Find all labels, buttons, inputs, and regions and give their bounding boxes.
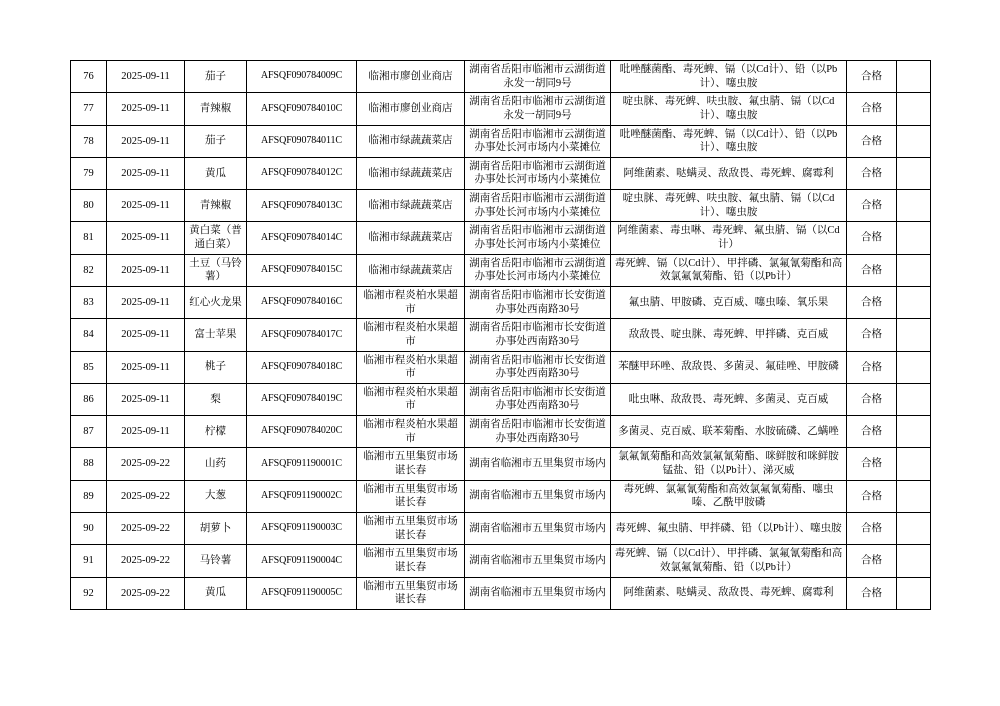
cell-remark <box>897 254 931 286</box>
cell-no: 82 <box>71 254 107 286</box>
cell-no: 81 <box>71 222 107 254</box>
table-row <box>71 577 931 609</box>
cell-test-items: 啶虫脒、毒死蜱、呋虫胺、氟虫腈、镉（以Cd计）、噻虫胺 <box>611 93 847 125</box>
cell-org-address: 湖南省岳阳市临湘市云湖街道办事处长河市场内小菜摊位 <box>465 190 611 222</box>
table-row <box>71 222 931 254</box>
cell-remark <box>897 577 931 609</box>
cell-result: 合格 <box>847 61 897 93</box>
cell-food-name: 土豆（马铃薯） <box>185 254 247 286</box>
cell-result: 合格 <box>847 416 897 448</box>
cell-no: 84 <box>71 319 107 351</box>
cell-date: 2025-09-11 <box>107 190 185 222</box>
cell-test-items: 阿维菌素、哒螨灵、敌敌畏、毒死蜱、腐霉利 <box>611 577 847 609</box>
cell-result: 合格 <box>847 125 897 157</box>
cell-test-items: 阿维菌素、哒螨灵、敌敌畏、毒死蜱、腐霉利 <box>611 157 847 189</box>
cell-org-name: 临湘市廖创业商店 <box>357 61 465 93</box>
cell-test-items: 多菌灵、克百威、联苯菊酯、水胺硫磷、乙螨唑 <box>611 416 847 448</box>
cell-no: 90 <box>71 512 107 544</box>
cell-date: 2025-09-11 <box>107 61 185 93</box>
cell-food-name: 桃子 <box>185 351 247 383</box>
cell-food-name: 胡萝卜 <box>185 512 247 544</box>
cell-remark <box>897 512 931 544</box>
cell-org-address: 湖南省临湘市五里集贸市场内 <box>465 512 611 544</box>
cell-no: 76 <box>71 61 107 93</box>
cell-org-name: 临湘市程炎柏水果超市 <box>357 416 465 448</box>
cell-no: 87 <box>71 416 107 448</box>
cell-remark <box>897 61 931 93</box>
table-row <box>71 93 931 125</box>
cell-test-items: 苯醚甲环唑、敌敌畏、多菌灵、氟硅唑、甲胺磷 <box>611 351 847 383</box>
cell-food-name: 大葱 <box>185 480 247 512</box>
cell-food-name: 马铃薯 <box>185 545 247 577</box>
cell-food-name: 茄子 <box>185 125 247 157</box>
table-row <box>71 254 931 286</box>
cell-date: 2025-09-11 <box>107 416 185 448</box>
cell-food-name: 山药 <box>185 448 247 480</box>
cell-result: 合格 <box>847 222 897 254</box>
cell-remark <box>897 157 931 189</box>
table-row <box>71 416 931 448</box>
cell-org-address: 湖南省岳阳市临湘市云湖街道办事处长河市场内小菜摊位 <box>465 157 611 189</box>
cell-food-name: 富士苹果 <box>185 319 247 351</box>
cell-org-name: 临湘市五里集贸市场谌长春 <box>357 448 465 480</box>
cell-food-name: 黄瓜 <box>185 157 247 189</box>
cell-no: 83 <box>71 286 107 318</box>
cell-org-name: 临湘市程炎柏水果超市 <box>357 383 465 415</box>
cell-sample-code: AFSQF091190005C <box>247 577 357 609</box>
cell-result: 合格 <box>847 190 897 222</box>
cell-sample-code: AFSQF090784019C <box>247 383 357 415</box>
cell-test-items: 毒死蜱、镉（以Cd计）、甲拌磷、氯氟氰菊酯和高效氯氟氰菊酯、铅（以Pb计） <box>611 545 847 577</box>
cell-test-items: 氟虫腈、甲胺磷、克百威、噻虫嗪、氧乐果 <box>611 286 847 318</box>
table-row <box>71 448 931 480</box>
cell-org-address: 湖南省岳阳市临湘市云湖街道办事处长河市场内小菜摊位 <box>465 125 611 157</box>
table-row <box>71 125 931 157</box>
table-row <box>71 545 931 577</box>
cell-no: 80 <box>71 190 107 222</box>
cell-date: 2025-09-11 <box>107 286 185 318</box>
cell-org-address: 湖南省岳阳市临湘市长安街道办事处西南路30号 <box>465 319 611 351</box>
cell-date: 2025-09-22 <box>107 512 185 544</box>
cell-org-address: 湖南省岳阳市临湘市长安街道办事处西南路30号 <box>465 351 611 383</box>
cell-result: 合格 <box>847 545 897 577</box>
inspection-table-container <box>70 60 930 610</box>
cell-org-name: 临湘市五里集贸市场谌长春 <box>357 512 465 544</box>
cell-date: 2025-09-11 <box>107 351 185 383</box>
cell-test-items: 啶虫脒、毒死蜱、呋虫胺、氟虫腈、镉（以Cd计）、噻虫胺 <box>611 190 847 222</box>
cell-org-name: 临湘市程炎柏水果超市 <box>357 319 465 351</box>
cell-remark <box>897 319 931 351</box>
cell-result: 合格 <box>847 480 897 512</box>
table-row <box>71 351 931 383</box>
cell-no: 88 <box>71 448 107 480</box>
cell-food-name: 青辣椒 <box>185 93 247 125</box>
cell-food-name: 红心火龙果 <box>185 286 247 318</box>
cell-food-name: 黄白菜（普通白菜） <box>185 222 247 254</box>
cell-sample-code: AFSQF090784017C <box>247 319 357 351</box>
cell-org-name: 临湘市程炎柏水果超市 <box>357 286 465 318</box>
table-row <box>71 383 931 415</box>
cell-org-address: 湖南省岳阳市临湘市云湖街道永发一胡同9号 <box>465 93 611 125</box>
cell-sample-code: AFSQF090784013C <box>247 190 357 222</box>
cell-org-name: 临湘市绿蔬蔬菜店 <box>357 222 465 254</box>
cell-sample-code: AFSQF090784015C <box>247 254 357 286</box>
cell-test-items: 吡虫啉、敌敌畏、毒死蜱、多菌灵、克百威 <box>611 383 847 415</box>
table-row <box>71 190 931 222</box>
cell-remark <box>897 480 931 512</box>
cell-test-items: 阿维菌素、毒虫啉、毒死蜱、氟虫腈、镉（以Cd计） <box>611 222 847 254</box>
cell-result: 合格 <box>847 512 897 544</box>
cell-org-address: 湖南省临湘市五里集贸市场内 <box>465 577 611 609</box>
inspection-results-table <box>70 60 931 610</box>
cell-no: 77 <box>71 93 107 125</box>
cell-food-name: 柠檬 <box>185 416 247 448</box>
cell-org-name: 临湘市五里集贸市场谌长春 <box>357 480 465 512</box>
cell-date: 2025-09-11 <box>107 222 185 254</box>
cell-date: 2025-09-22 <box>107 448 185 480</box>
table-row <box>71 157 931 189</box>
cell-sample-code: AFSQF090784020C <box>247 416 357 448</box>
cell-org-address: 湖南省岳阳市临湘市云湖街道办事处长河市场内小菜摊位 <box>465 254 611 286</box>
cell-food-name: 梨 <box>185 383 247 415</box>
cell-remark <box>897 545 931 577</box>
cell-remark <box>897 93 931 125</box>
cell-org-name: 临湘市五里集贸市场谌长春 <box>357 577 465 609</box>
cell-food-name: 青辣椒 <box>185 190 247 222</box>
cell-test-items: 毒死蜱、氯氟氰菊酯和高效氯氟氰菊酯、噻虫嗪、乙酰甲胺磷 <box>611 480 847 512</box>
cell-remark <box>897 416 931 448</box>
cell-sample-code: AFSQF090784014C <box>247 222 357 254</box>
cell-result: 合格 <box>847 254 897 286</box>
cell-org-address: 湖南省临湘市五里集贸市场内 <box>465 448 611 480</box>
cell-org-name: 临湘市绿蔬蔬菜店 <box>357 125 465 157</box>
cell-test-items: 敌敌畏、啶虫脒、毒死蜱、甲拌磷、克百威 <box>611 319 847 351</box>
cell-remark <box>897 286 931 318</box>
table-row <box>71 286 931 318</box>
cell-sample-code: AFSQF091190004C <box>247 545 357 577</box>
cell-result: 合格 <box>847 157 897 189</box>
cell-date: 2025-09-11 <box>107 383 185 415</box>
cell-date: 2025-09-11 <box>107 125 185 157</box>
cell-org-address: 湖南省岳阳市临湘市长安街道办事处西南路30号 <box>465 416 611 448</box>
table-row <box>71 480 931 512</box>
cell-result: 合格 <box>847 577 897 609</box>
cell-test-items: 氯氟氰菊酯和高效氯氟氰菊酯、咪鲜胺和咪鲜胺锰盐、铅（以Pb计）、涕灭威 <box>611 448 847 480</box>
cell-sample-code: AFSQF091190003C <box>247 512 357 544</box>
cell-result: 合格 <box>847 93 897 125</box>
cell-test-items: 吡唑醚菌酯、毒死蜱、镉（以Cd计）、铅（以Pb计）、噻虫胺 <box>611 125 847 157</box>
cell-no: 86 <box>71 383 107 415</box>
cell-no: 78 <box>71 125 107 157</box>
table-body <box>71 61 931 610</box>
cell-test-items: 毒死蜱、镉（以Cd计）、甲拌磷、氯氟氰菊酯和高效氯氟氰菊酯、铅（以Pb计） <box>611 254 847 286</box>
cell-org-address: 湖南省临湘市五里集贸市场内 <box>465 545 611 577</box>
cell-remark <box>897 125 931 157</box>
cell-no: 79 <box>71 157 107 189</box>
cell-test-items: 毒死蜱、氟虫腈、甲拌磷、铅（以Pb计）、噻虫胺 <box>611 512 847 544</box>
cell-result: 合格 <box>847 319 897 351</box>
cell-sample-code: AFSQF091190002C <box>247 480 357 512</box>
cell-date: 2025-09-11 <box>107 93 185 125</box>
cell-sample-code: AFSQF091190001C <box>247 448 357 480</box>
cell-date: 2025-09-11 <box>107 157 185 189</box>
cell-sample-code: AFSQF090784010C <box>247 93 357 125</box>
cell-no: 92 <box>71 577 107 609</box>
cell-result: 合格 <box>847 351 897 383</box>
cell-result: 合格 <box>847 383 897 415</box>
cell-remark <box>897 448 931 480</box>
cell-food-name: 茄子 <box>185 61 247 93</box>
cell-org-address: 湖南省岳阳市临湘市长安街道办事处西南路30号 <box>465 383 611 415</box>
cell-org-name: 临湘市绿蔬蔬菜店 <box>357 157 465 189</box>
cell-org-address: 湖南省临湘市五里集贸市场内 <box>465 480 611 512</box>
cell-no: 91 <box>71 545 107 577</box>
cell-org-address: 湖南省岳阳市临湘市长安街道办事处西南路30号 <box>465 286 611 318</box>
cell-test-items: 吡唑醚菌酯、毒死蜱、镉（以Cd计）、铅（以Pb计）、噻虫胺 <box>611 61 847 93</box>
cell-org-name: 临湘市程炎柏水果超市 <box>357 351 465 383</box>
table-row <box>71 61 931 93</box>
cell-date: 2025-09-22 <box>107 545 185 577</box>
cell-result: 合格 <box>847 286 897 318</box>
cell-org-name: 临湘市绿蔬蔬菜店 <box>357 190 465 222</box>
table-row <box>71 319 931 351</box>
cell-result: 合格 <box>847 448 897 480</box>
cell-sample-code: AFSQF090784018C <box>247 351 357 383</box>
cell-remark <box>897 351 931 383</box>
cell-sample-code: AFSQF090784009C <box>247 61 357 93</box>
cell-sample-code: AFSQF090784012C <box>247 157 357 189</box>
cell-remark <box>897 190 931 222</box>
cell-date: 2025-09-22 <box>107 480 185 512</box>
table-row <box>71 512 931 544</box>
cell-org-name: 临湘市廖创业商店 <box>357 93 465 125</box>
cell-org-name: 临湘市绿蔬蔬菜店 <box>357 254 465 286</box>
cell-date: 2025-09-11 <box>107 254 185 286</box>
cell-org-address: 湖南省岳阳市临湘市云湖街道永发一胡同9号 <box>465 61 611 93</box>
cell-org-address: 湖南省岳阳市临湘市云湖街道办事处长河市场内小菜摊位 <box>465 222 611 254</box>
cell-org-name: 临湘市五里集贸市场谌长春 <box>357 545 465 577</box>
cell-remark <box>897 383 931 415</box>
cell-remark <box>897 222 931 254</box>
cell-sample-code: AFSQF090784016C <box>247 286 357 318</box>
cell-sample-code: AFSQF090784011C <box>247 125 357 157</box>
cell-no: 89 <box>71 480 107 512</box>
cell-date: 2025-09-22 <box>107 577 185 609</box>
cell-food-name: 黄瓜 <box>185 577 247 609</box>
cell-no: 85 <box>71 351 107 383</box>
cell-date: 2025-09-11 <box>107 319 185 351</box>
